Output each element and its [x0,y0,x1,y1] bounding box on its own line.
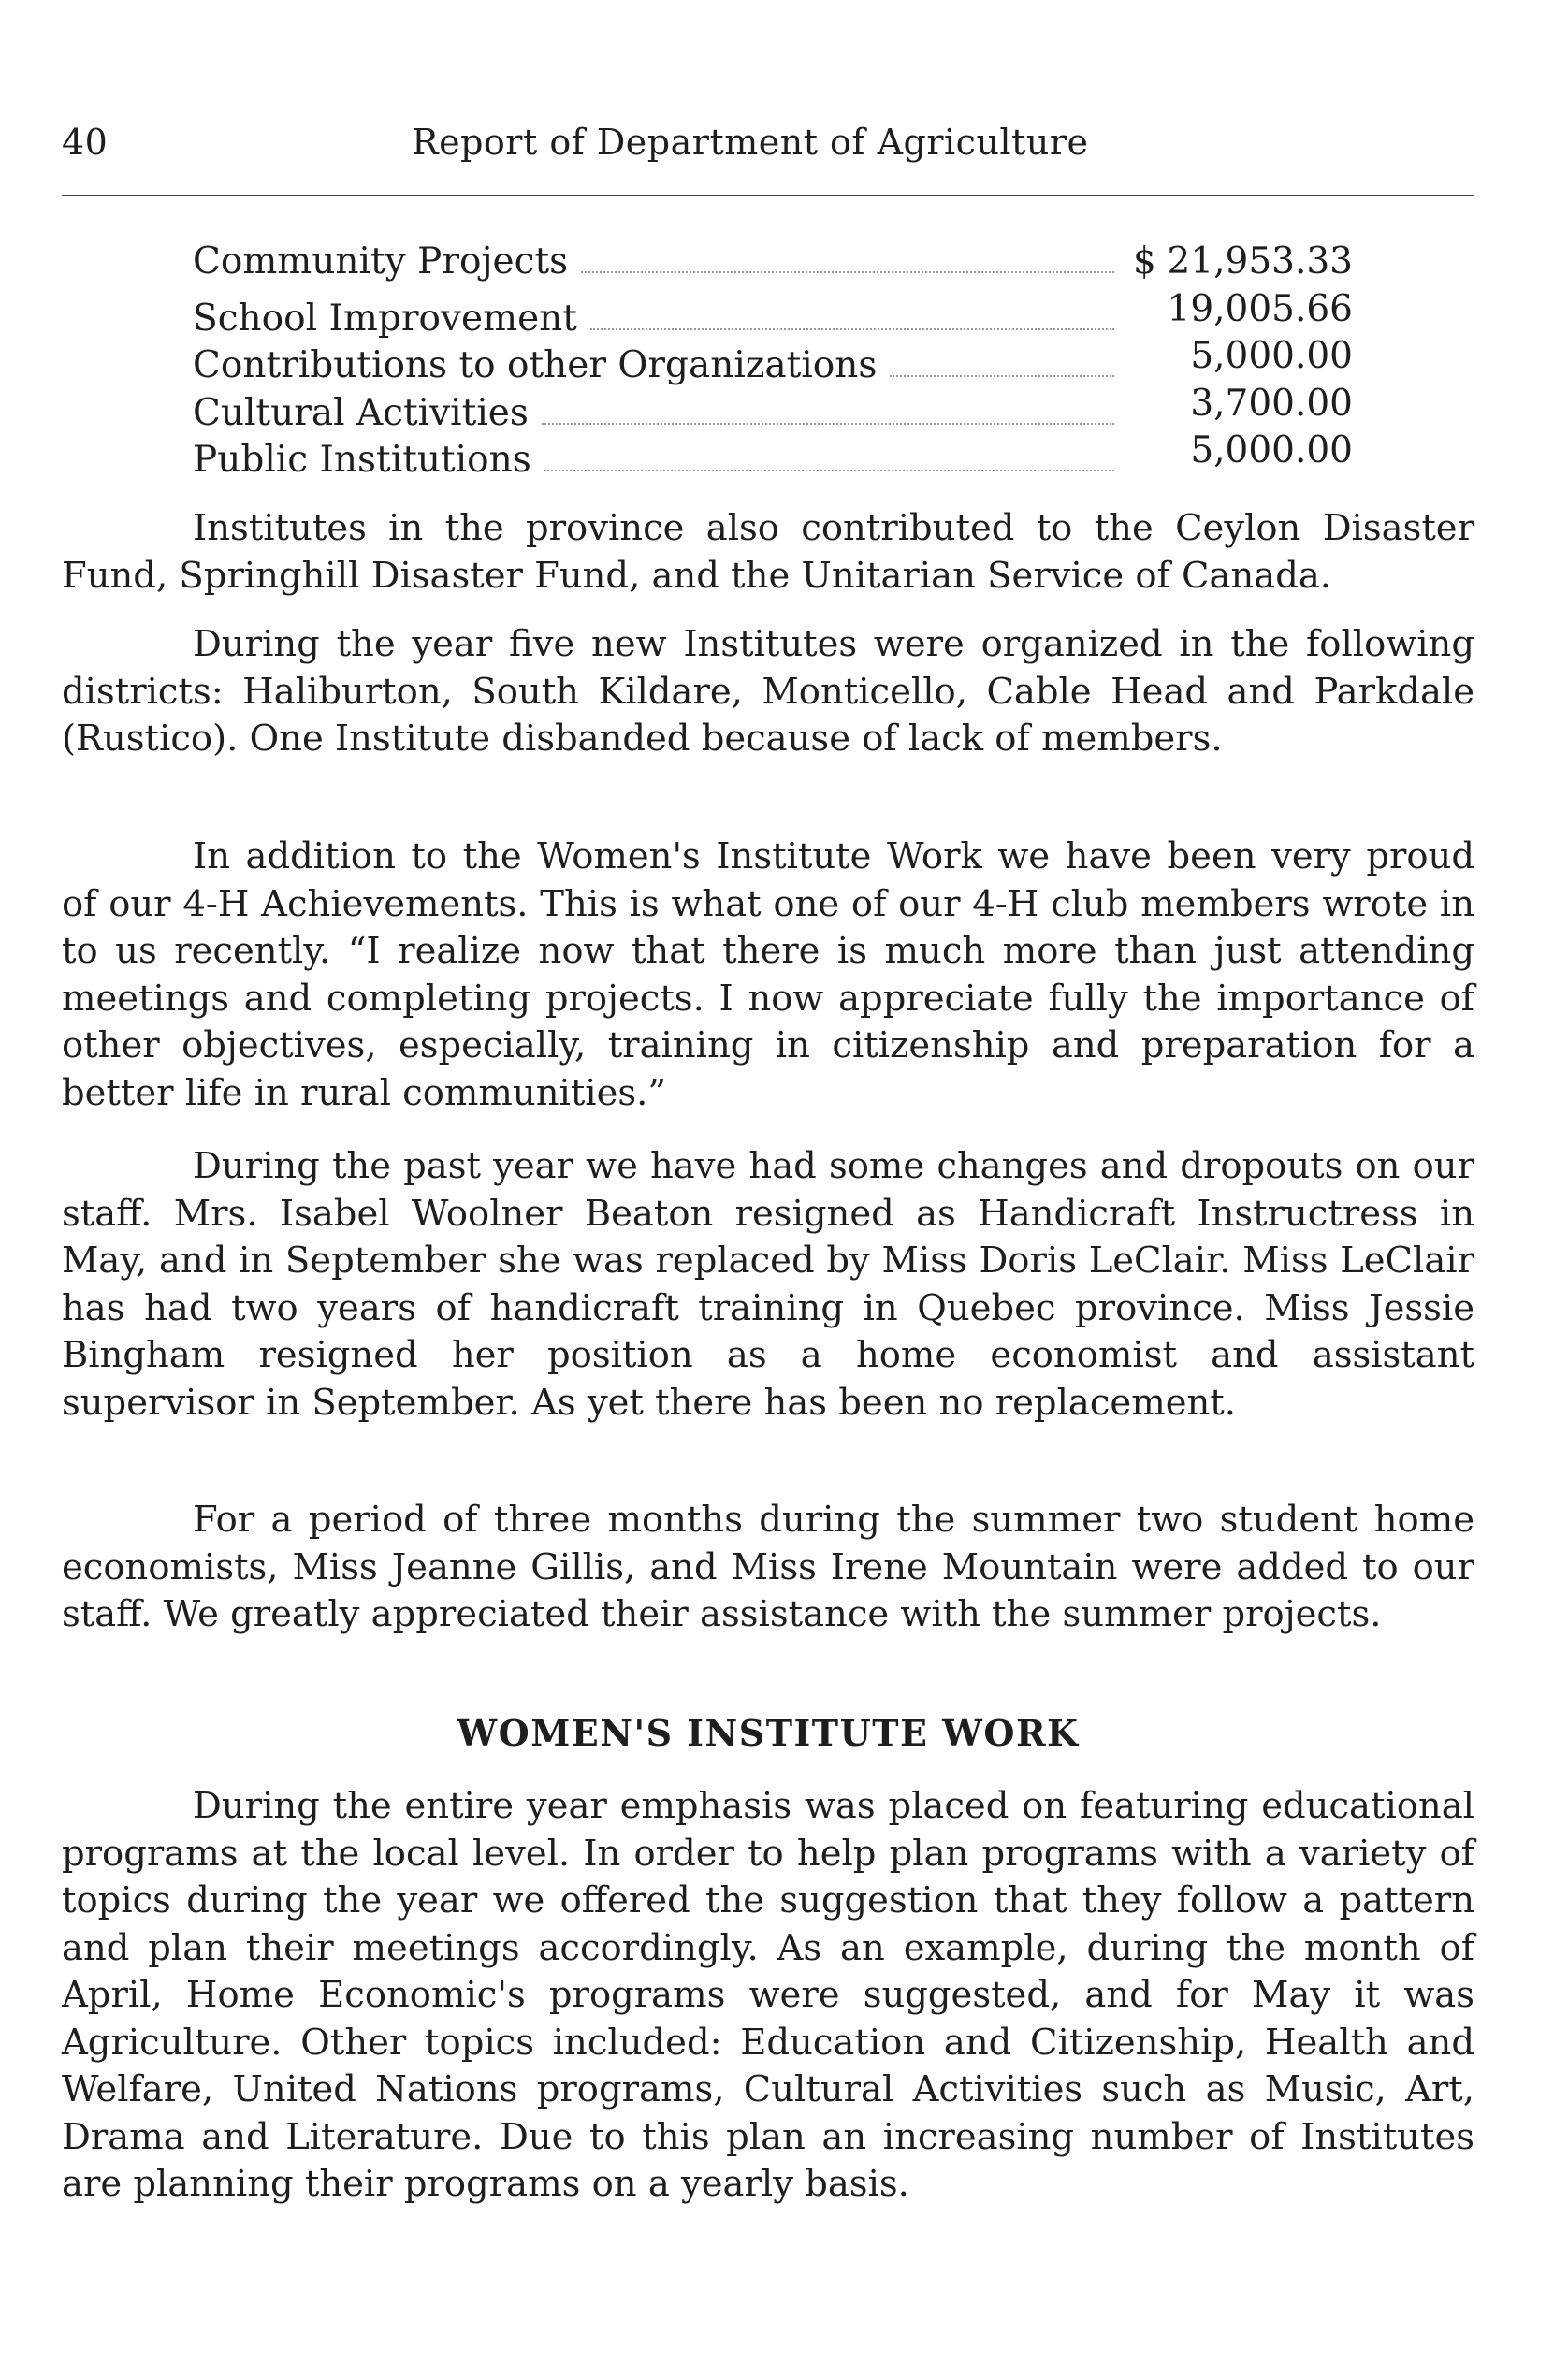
currency-symbol: $ [1133,240,1156,283]
section-heading: WOMEN'S INSTITUTE WORK [457,1712,1080,1754]
amount-value: 21,953.33 [1167,240,1353,283]
dot-leader [890,375,1114,377]
budget-label: Public Institutions [193,439,531,481]
budget-row [193,240,1353,288]
amount-value: 3,700.00 [1190,382,1353,425]
paragraph-summer-staff: For a period of three months during the summer two student home economists, Miss Jeanne Gillis, and Miss Irene Mountain were added to our staff. We greatly appreciated their assistance with the summer projects. [62,1499,1474,1635]
budget-label: Community Projects [193,240,569,283]
budget-amount [1133,335,1353,377]
budget-label: Cultural Activities [193,391,529,434]
dot-leader [542,423,1114,425]
budget-table [193,240,1353,481]
budget-row [193,287,1353,340]
budget-amount [1133,383,1353,425]
amount-value: 19,005.66 [1167,287,1353,330]
budget-label: Contributions to other Organizations [193,344,878,386]
budget-row [193,429,1353,481]
budget-amount [1133,240,1353,283]
dot-leader [581,271,1114,273]
running-title: Report of Department of Agriculture [412,122,1089,163]
amount-value: 5,000.00 [1190,429,1353,471]
dot-leader [544,470,1114,471]
paragraph-new-institutes: During the year five new Institutes were organized in the following districts: Haliburton, South Kildare, Monticello, Cable Head and Parkdale (Rustico). One Institute disbanded because of lack of members. [62,623,1474,760]
budget-label: School Improvement [193,297,577,340]
paragraph-staff-changes: During the past year we have had some changes and dropouts on our staff. Mrs. Isabel Woolner Beaton resigned as Handicraft Instructress in May, and in September she was replaced by Miss Doris LeClair. Miss LeClair has had two years of handicraft training in Quebec province. Miss Jessie Bingham resigned her position as a home economist and assistant supervisor in September. As yet there has been no replacement. [62,1145,1474,1424]
paragraph-disaster-funds: Institutes in the province also contributed to the Ceylon Disaster Fund, Springhill Disaster Fund, and the Unitarian Service of Canada. [62,507,1474,597]
dot-leader [590,328,1114,330]
paragraph-4h-achievements: In addition to the Women's Institute Work we have been very proud of our 4-H Achievements. This is what one of our 4-H club members wrote in to us recently. “I realize now that there is much more than just attending meetings and completing projects. I now appreciate fully the importance of other objectives, especially, training in citizenship and preparation for a better life in rural communities.” [62,835,1474,1114]
page-number: 40 [62,122,109,163]
budget-amount [1133,288,1353,330]
header-rule [62,195,1474,196]
budget-row [193,382,1353,434]
budget-row [193,335,1353,386]
page-header [62,122,1474,178]
paragraph-educational-programs: During the entire year emphasis was placed on featuring educational programs at the local level. In order to help plan programs with a variety of topics during the year we offered the suggestion that they follow a pattern and plan their meetings accordingly. As an example, during the month of April, Home Economic's programs were suggested, and for May it was Agriculture. Other topics included: Education and Citizenship, Health and Welfare, United Nations programs, Cultural Activities such as Music, Art, Drama and Literature. Due to this plan an increasing number of Institutes are planning their programs on a yearly basis. [62,1785,1474,2205]
amount-value: 5,000.00 [1190,335,1353,377]
budget-amount [1133,429,1353,471]
